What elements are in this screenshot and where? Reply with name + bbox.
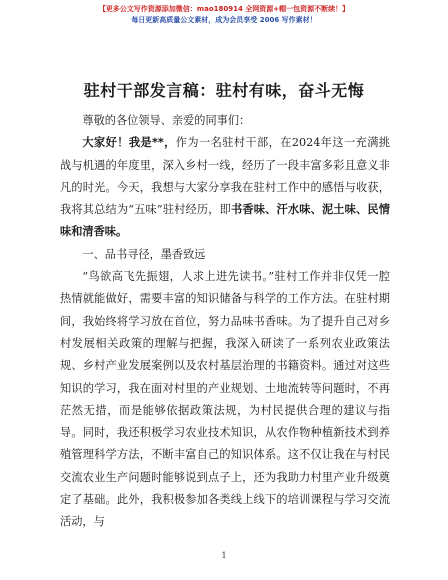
body-paragraph: “鸟欲高飞先振翅，人求上进先读书。”驻村工作并非仅凭一腔热情就能做好，需要丰富的知识储备与科学的工作方法。在驻村期间，我始终将学习放在首位，努力品味书香味。为了提升自己对乡村发展相关政策的理解与把握，我深入研读了一系列农业政策法规、乡村产业发展案例以及农村基层治理的书籍资料。通过对这些知识的学习，我在面对村里的产业规划、土地流转等问题时，不再茫然无措，而是能够依据政策法规，为村民提供合理的建议与指导。同时，我还积极学习农业技术知识，从农作物种植新技术到养殖管理科学方法，不断丰富自己的知识体系。这不仅让我在与村民交流农业生产问题时能够说到点子上，还为我助力村里产业升级奠定了基础。此外，我积极参加各类线上线下的培训课程与学习交流活动，与 [60,270,390,529]
five-flavors: 书香味、汗水味、泥土味、民情味和清香味。 [60,203,390,239]
document-title: 驻村干部发言稿：驻村有味，奋斗无悔 [83,81,365,100]
header-banner [0,4,448,26]
page-number: 1 [221,551,227,560]
banner-line-2: 每日更新高质量公文素材，成为会员享受 2006 写作素材！ [131,16,317,24]
salutation: 尊敬的各位领导、亲爱的同事们： [82,114,251,127]
banner-line-1: 【更多公文写作资源添加微信：mao180914 全网资源+帽一包资源不断续！】 [98,5,350,13]
section-heading: 一、品书寻径，墨香致远 [82,247,206,261]
greeting: 大家好！我是**， [82,136,176,150]
intro-paragraph [60,132,390,243]
intro-text: 作为一名驻村干部，在2024年这一充满挑战与机遇的年度里，深入乡村一线，经历了一段丰富多彩且意义非凡的时光。今天，我想与大家分享我在驻村工作中的感悟与收获，我将其总结为“五味”驻村经历，即 [60,136,390,217]
document-body [60,110,390,534]
